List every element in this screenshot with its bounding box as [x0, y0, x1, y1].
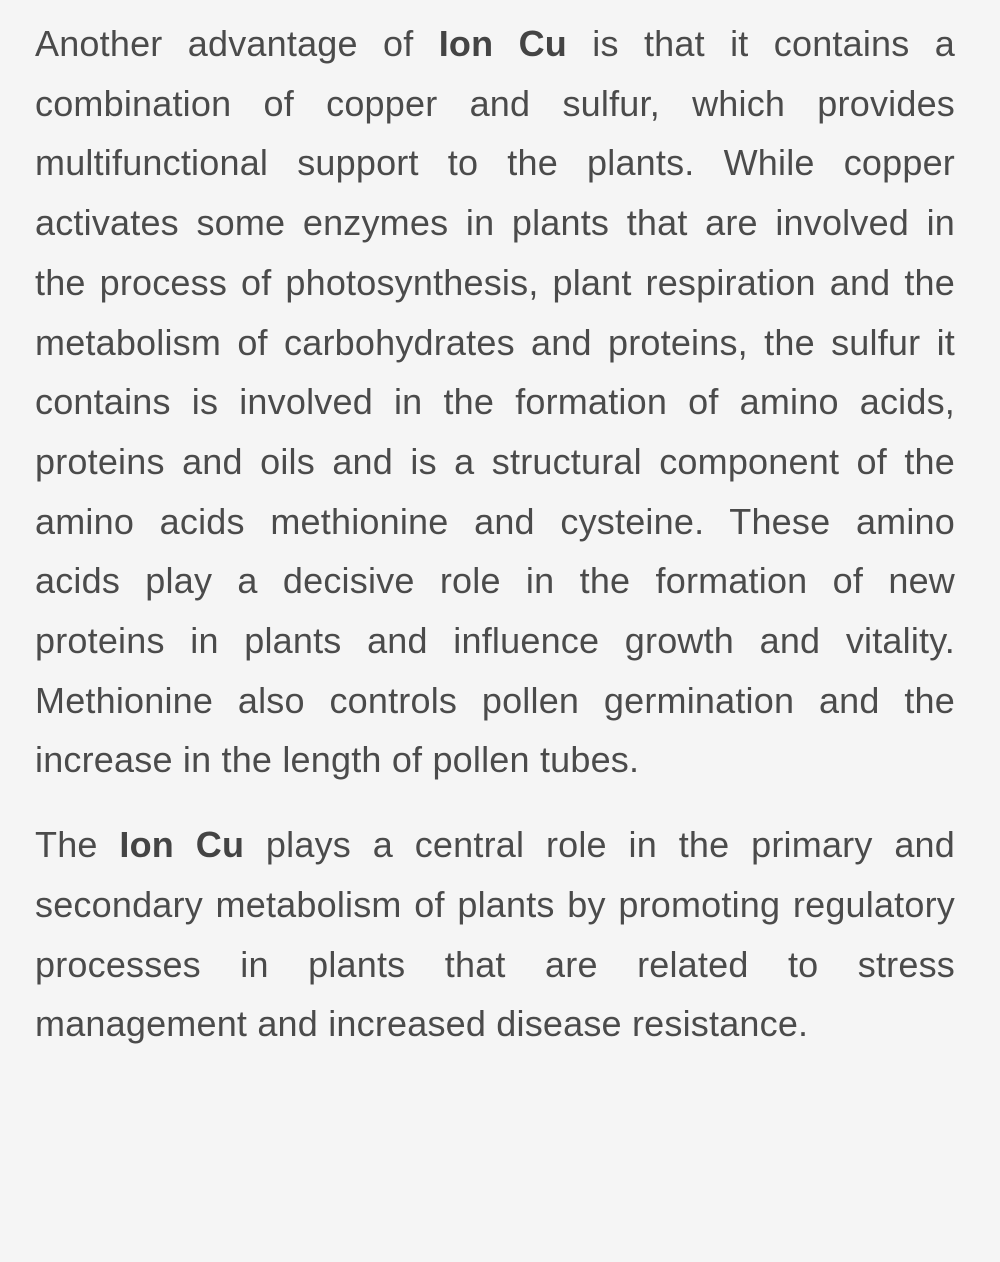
paragraph-metabolism: [35, 815, 955, 1054]
paragraph-2-body: plays a central role in the primary and secondary metabolism of plants by promoting regulatory processes in plants that are related to stress management and increased disease resistance.: [35, 824, 955, 1045]
paragraph-1-body: is that it contains a combination of copper and sulfur, which provides multifunctional support to the plants. While copper activates some enzymes in plants that are involved in the process of photosynthesis, plant respiration and the metabolism of carbohydrates and proteins, the sulfur it contains is involved in the formation of amino acids, proteins and oils and is a structural component of the amino acids methionine and cysteine. These amino acids play a decisive role in the formation of new proteins in plants and influence growth and vitality. Methionine also controls pollen germination and the increase in the length of pollen tubes.: [35, 23, 955, 781]
product-name-bold: Ion Cu: [438, 23, 567, 64]
product-name-bold: Ion Cu: [119, 824, 245, 866]
paragraph-1-intro: Another advantage of: [35, 23, 439, 64]
article-body: [35, 14, 955, 1054]
paragraph-2-intro: The: [35, 824, 120, 866]
paragraph-copper-sulfur: [35, 14, 955, 790]
